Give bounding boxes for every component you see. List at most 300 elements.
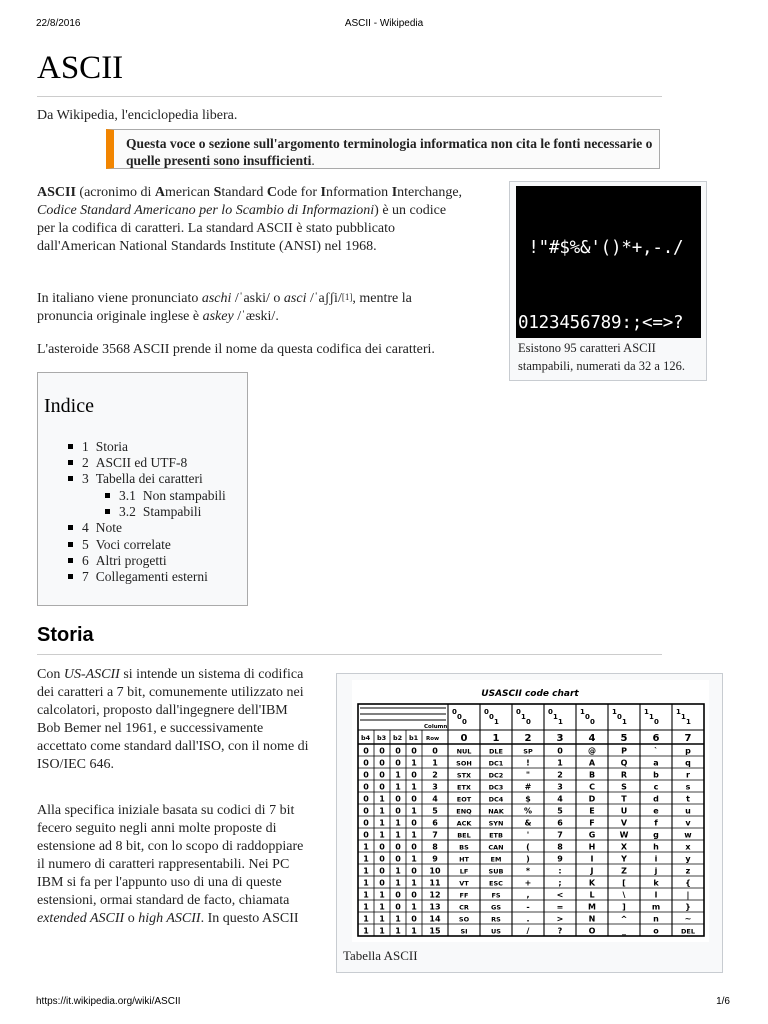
chart-cell: k [653,878,659,888]
chart-cell: I [590,854,594,864]
chart-cell: 3 [557,782,563,792]
chart-row-bit: 0 [379,878,385,888]
toc-item-tabella[interactable]: 3 Tabella dei caratteri [68,471,203,487]
chart-cell: [ [622,878,626,888]
intro-paragraph-3: L'asteroide 3568 ASCII prende il nome da questa codifica dei caratteri. [37,342,435,357]
chart-row-bit: 1 [379,806,385,816]
chart-bit-b5: 0 [654,718,659,726]
chart-cell: S [621,782,627,792]
chart-cell: E [589,806,595,816]
chart-cell: _ [622,926,626,936]
bullet [68,476,73,481]
chart-cell: 9 [557,854,563,864]
chart-row-bit: 1 [363,902,369,912]
chart-row-number: 4 [432,794,438,804]
chart-cell: ( [526,842,530,852]
chart-cell: m [651,902,661,912]
chart-cell: - [526,902,530,912]
chart-cell: ] [622,902,626,912]
chart-bit-b5: 0 [462,718,467,726]
intro-paragraph-1: ASCII (acronimo di American Standard Code for Information Interchange, Codice Standard Americano per lo Scambio di Informazioni) è un codice per la codifica di caratteri. La standard ASCII è stato pubblicato dall'American National Standards Institute (ANSI) nel 1968. [37,185,463,254]
toc-item-ascii-utf8[interactable]: 2 ASCII ed UTF-8 [68,455,187,471]
chart-row-bit: 0 [363,794,369,804]
chart-bit-b5: 1 [622,718,627,726]
chart-row-bit: 1 [379,926,385,936]
chart-row-number: 11 [429,878,441,888]
chart-cell: NUL [456,747,472,756]
chart-cell: | [686,890,690,900]
chart-cell: US [491,927,501,936]
chart-row-bit: 0 [363,830,369,840]
chart-cell: EM [490,855,502,864]
ascii-line: PQRSTUVWXYZ[\]^_ [518,463,684,483]
print-title: ASCII - Wikipedia [344,18,424,29]
chart-cell: r [686,770,690,780]
italian-expansion: Codice Standard Americano per lo Scambio di Informazioni [37,203,375,218]
bullet [68,574,73,579]
chart-row-bit: 0 [363,758,369,768]
chart-row-bit: 0 [411,890,417,900]
toc-item-storia[interactable]: 1 Storia [68,439,128,455]
chart-bit-b7: 1 [644,708,649,716]
chart-cell: U [620,806,628,816]
notice-bold-text: Questa voce o sezione sull'argomento terminologia informatica non cita le fonti necessarie o quelle presenti sono insufficienti [126,136,653,168]
chart-cell: T [621,794,627,804]
chart-column-label: Column [424,724,448,730]
chart-cell: f [654,818,658,828]
toc-title: Indice [44,395,94,417]
ascii-code-chart-image[interactable] [352,680,709,942]
chart-row-number: 13 [429,902,441,912]
chart-cell: FF [459,891,469,900]
chart-cell: ETX [457,783,471,792]
chart-bit-b7: 0 [548,708,553,716]
chart-row-number: 7 [432,830,438,840]
storia-paragraph-1: Con US-ASCII si intende un sistema di codifica dei caratteri a 7 bit, comunemente utilizzato nei calcolatori, proposto dall'ingegnere dell'IBM Bob Bemer nel 1961, e successivamente accettato come standard dall'ISO, con il nome di ISO/IEC 646. [37,667,309,772]
chart-cell: 2 [557,770,563,780]
chart-row-bit: 1 [395,782,401,792]
chart-row-bit: 1 [395,830,401,840]
chart-row-bit: 0 [379,746,385,756]
chart-bit-b6: 0 [585,713,590,721]
chart-cell: 7 [557,830,563,840]
chart-bit-b5: 0 [590,718,595,726]
chart-cell: ESC [489,879,503,888]
chart-row-bit: 1 [411,926,417,936]
chart-cell: SUB [488,867,504,876]
chart-row-bit: 0 [395,890,401,900]
toc-item-stampabili[interactable]: 3.2 Stampabili [105,504,201,520]
chart-cell: CAN [488,843,504,852]
chart-row-bit: 0 [379,842,385,852]
chart-cell: j [654,866,658,876]
chart-row-bit: 1 [363,854,369,864]
citation-link[interactable]: [1] [341,292,353,302]
toc-item-non-stampabili[interactable]: 3.1 Non stampabili [105,488,226,504]
chart-row-bit: 0 [411,746,417,756]
chart-row-bit: 1 [395,878,401,888]
chart-bit-label: b2 [393,734,403,742]
chart-row-bit: 0 [379,866,385,876]
chart-cell: O [588,926,596,936]
chart-cell: h [653,842,659,852]
ascii-line: `abcdefghijklmno [518,538,684,558]
chart-row-bit: 1 [379,914,385,924]
chart-row-number: 9 [432,854,438,864]
chart-column-number: 0 [460,733,468,744]
chart-cell: RS [491,915,501,924]
toc-item-note[interactable]: 4 Note [68,520,122,536]
chart-cell: SOH [456,759,472,768]
chart-cell: : [558,866,562,876]
chart-cell: y [685,854,691,864]
chart-cell: DC1 [488,759,504,768]
ascii-line: 0123456789:;<=>? [518,313,684,333]
chart-cell: " [525,770,531,780]
chart-row-bit: 1 [379,890,385,900]
chart-row-number: 8 [432,842,438,852]
chart-row-number: 6 [432,818,438,828]
chart-row-bit: 1 [363,926,369,936]
bullet [105,493,110,498]
chart-column-number: 1 [492,733,500,744]
chart-bit-b7: 1 [676,708,681,716]
chart-cell: BEL [457,831,471,840]
storia-paragraph-2: Alla specifica iniziale basata su codici di 7 bit fecero seguito negli anni molte proposte di estensione ad 8 bit, con lo scopo di raddoppiare il numero di caratteri rappresentabili. Nei PC IBM si fa per l'appunto uso di una di queste estensioni, ormai standard de facto, chiamata extended ASCII o high ASCII. In questo ASCII [37,803,304,926]
chart-bit-b5: 1 [494,718,499,726]
chart-cell: p [685,746,691,756]
chart-cell: s [685,782,691,792]
chart-row-bit: 0 [411,842,417,852]
chart-bit-b6: 1 [553,713,558,721]
chart-row-bit: 0 [395,794,401,804]
notice-text [126,135,656,169]
chart-row-number: 1 [432,758,438,768]
toc-item-voci-correlate[interactable]: 5 Voci correlate [68,537,171,553]
chart-cell: SO [458,915,470,924]
chart-row-bit: 1 [363,878,369,888]
chart-cell: 1 [557,758,563,768]
chart-cell: , [526,890,530,900]
chart-cell: J [590,866,594,876]
print-page-number: 1/6 [716,996,730,1007]
chart-cell: x [685,842,691,852]
toc-item-altri-progetti[interactable]: 6 Altri progetti [68,553,167,569]
chart-bit-b7: 1 [612,708,617,716]
chart-cell: ENQ [456,807,472,816]
chart-cell: d [653,794,659,804]
chart-bit-b7: 0 [484,708,489,716]
chart-cell: v [685,818,691,828]
chart-row-bit: 1 [395,926,401,936]
chart-cell: ACK [456,819,472,828]
chart-cell: q [685,758,691,768]
chart-cell: P [621,746,627,756]
bullet [68,542,73,547]
table-of-contents [37,372,248,606]
chart-cell: SI [460,927,468,936]
chart-cell: / [526,926,530,936]
chart-bit-label: b4 [361,734,371,742]
chart-cell: \ [622,890,626,900]
chart-cell: A [588,758,596,768]
chart-cell: z [685,866,691,876]
chart-cell: = [556,902,564,912]
chart-row-bit: 0 [395,806,401,816]
chart-cell: F [589,818,595,828]
chart-row-bit: 1 [395,770,401,780]
ascii-line: !"#$%&'()*+,-./ [518,238,684,258]
chart-cell: } [685,902,691,912]
chart-cell: 5 [557,806,563,816]
chart-row-bit: 0 [395,902,401,912]
chart-bit-b5: 0 [526,718,531,726]
chart-cell: R [620,770,628,780]
chart-bit-b6: 0 [457,713,462,721]
chart-cell: 6 [557,818,563,828]
chart-bit-b6: 1 [521,713,526,721]
toc-item-collegamenti-esterni[interactable]: 7 Collegamenti esterni [68,569,208,585]
print-url: https://it.wikipedia.org/wiki/ASCII [36,996,181,1007]
chart-cell: D [588,794,596,804]
chart-cell: 4 [557,794,563,804]
intro-paragraph-2: In italiano viene pronunciato aschi /ˈaski/ o asci /ˈaʃʃi/[1], mentre la pronuncia originale inglese è askey /ˈæski/. [37,291,412,324]
chart-column-number: 5 [620,733,628,744]
chart-row-bit: 1 [395,914,401,924]
chart-cell: $ [525,794,531,804]
section-divider [37,654,662,655]
chart-cell: DC2 [488,771,504,780]
chart-cell: ~ [684,914,692,924]
chart-bit-b6: 0 [489,713,494,721]
chart-row-bit: 0 [395,758,401,768]
printable-chars-caption-1: Esistono 95 caratteri ASCII [518,341,656,355]
chart-row-bit: 1 [411,758,417,768]
chart-cell: u [685,806,691,816]
chart-cell: ETB [489,831,503,840]
chart-cell: LF [459,867,469,876]
chart-cell: ! [526,758,530,768]
chart-cell: c [653,782,659,792]
chart-row-number: 10 [429,866,441,876]
chart-bit-b6: 1 [681,713,686,721]
chart-cell: STX [456,771,472,780]
chart-cell: + [524,878,532,888]
chart-cell: l [654,890,658,900]
chart-row-bit: 1 [411,830,417,840]
chart-cell: ; [558,878,562,888]
ascii-line: pqrstuvwxyz{|}~ [518,613,674,633]
chart-cell: n [653,914,659,924]
chart-cell: i [654,854,658,864]
chart-cell: ) [526,854,530,864]
ascii-code-chart-svg [352,680,709,942]
chart-row-bit: 0 [395,842,401,852]
chart-cell: % [523,806,533,816]
chart-row-bit: 0 [363,782,369,792]
chart-row-number: 0 [432,746,438,756]
page-title: ASCII [37,50,124,86]
chart-cell: t [686,794,690,804]
chart-row-bit: 1 [379,902,385,912]
chart-row-bit: 1 [363,914,369,924]
chart-cell: X [620,842,628,852]
chart-cell: GS [490,903,502,912]
chart-bit-b7: 0 [452,708,457,716]
chart-cell: a [653,758,659,768]
printable-chars-caption-2: stampabili, numerati da 32 a 126. [518,359,685,373]
chart-title: USASCII code chart [481,689,579,699]
chart-bit-label: b1 [409,734,419,742]
chart-cell: SP [523,747,533,756]
chart-bit-b6: 0 [617,713,622,721]
chart-cell: B [588,770,596,780]
chart-cell: W [619,830,629,840]
chart-cell: . [526,914,530,924]
chart-row-bit: 0 [411,770,417,780]
chart-row-bit: 1 [395,866,401,876]
chart-cell: H [588,842,596,852]
chart-row-bit: 1 [395,818,401,828]
printable-chars-thumbnail [509,181,707,633]
chart-cell: { [685,878,691,888]
chart-cell: 8 [557,842,563,852]
ascii-chart-caption: Tabella ASCII [343,948,418,963]
chart-row-number: 15 [429,926,441,936]
chart-row-bit: 1 [379,794,385,804]
chart-cell: # [524,782,532,792]
chart-cell: DEL [681,927,695,936]
chart-cell: @ [588,746,596,756]
bullet [68,525,73,530]
chart-cell: e [653,806,659,816]
bullet [68,444,73,449]
title-divider [37,96,662,97]
chart-bit-label: b3 [377,734,387,742]
chart-cell: M [588,902,596,912]
chart-row-number: 12 [429,890,441,900]
chart-row-bit: 1 [379,818,385,828]
chart-cell: G [588,830,596,840]
chart-row-number: 2 [432,770,438,780]
chart-cell: HT [459,855,469,864]
chart-cell: FS [491,891,501,900]
citation-notice-box [106,129,660,169]
chart-bit-b5: 1 [686,718,691,726]
notice-end: . [311,153,315,168]
chart-cell: w [684,830,692,840]
chart-cell: SYN [488,819,504,828]
chart-cell: N [588,914,596,924]
chart-row-bit: 1 [411,806,417,816]
chart-row-bit: 0 [411,818,417,828]
chart-row-bit: 1 [411,854,417,864]
chart-column-number: 7 [684,733,692,744]
bullet [105,509,110,514]
chart-row-bit: 0 [363,770,369,780]
bullet [68,460,73,465]
chart-cell: * [525,866,531,876]
chart-cell: g [653,830,659,840]
chart-row-bit: 1 [411,878,417,888]
chart-cell: CR [459,903,469,912]
chart-row-number: 14 [429,914,441,924]
chart-column-number: 2 [524,733,532,744]
chart-row-bit: 1 [363,890,369,900]
chart-bit-b6: 1 [649,713,654,721]
chart-cell: & [524,818,532,828]
chart-column-number: 6 [652,733,660,744]
section-heading-storia: Storia [37,624,94,646]
chart-cell: DLE [489,747,503,756]
chart-column-number: 3 [556,733,564,744]
chart-bit-b7: 0 [516,708,521,716]
chart-cell: > [556,914,564,924]
chart-cell: K [588,878,596,888]
chart-row-bit: 0 [379,770,385,780]
print-date: 22/8/2016 [36,18,81,29]
chart-cell: ^ [620,914,628,924]
chart-row-bit: 0 [411,866,417,876]
bullet [68,558,73,563]
chart-bit-b5: 1 [558,718,563,726]
chart-row-bit: 0 [411,794,417,804]
chart-cell: V [620,818,628,828]
chart-row-bit: 0 [395,854,401,864]
chart-row-bit: 0 [379,758,385,768]
chart-row-bit: 0 [363,746,369,756]
tagline: Da Wikipedia, l'enciclopedia libera. [37,108,238,123]
chart-row-bit: 1 [363,866,369,876]
chart-row-bit: 1 [411,902,417,912]
chart-row-number: 5 [432,806,438,816]
chart-row-bit: 1 [379,830,385,840]
chart-row-bit: 0 [411,914,417,924]
chart-cell: Y [621,854,627,864]
chart-cell: b [653,770,659,780]
chart-row-bit: 0 [379,854,385,864]
chart-cell: L [589,890,595,900]
chart-cell: DC3 [488,783,504,792]
chart-row-bit: 1 [363,842,369,852]
chart-bit-b7: 1 [580,708,585,716]
chart-cell: o [653,926,659,936]
chart-row-number: 3 [432,782,438,792]
chart-cell: Z [621,866,627,876]
chart-cell: Q [620,758,628,768]
chart-cell: NAK [488,807,504,816]
chart-cell: DC4 [488,795,504,804]
chart-row-bit: 0 [395,746,401,756]
chart-cell: EOT [456,795,472,804]
ascii-chart-thumbnail [336,673,723,973]
chart-cell: ? [557,926,563,936]
chart-row-label: Row [426,736,440,742]
chart-cell: BS [459,843,469,852]
chart-row-bit: 0 [363,818,369,828]
chart-row-bit: 0 [363,806,369,816]
chart-cell: VT [459,879,469,888]
chart-cell: ` [654,746,658,756]
chart-cell: 0 [557,746,563,756]
chart-cell: < [556,890,564,900]
chart-column-number: 4 [588,733,596,744]
ascii-term: ASCII [37,185,76,200]
ascii-line: @ABCDEFGHIJKLMNO [518,388,684,408]
chart-cell: ' [526,830,530,840]
chart-row-bit: 0 [379,782,385,792]
chart-row-bit: 1 [411,782,417,792]
